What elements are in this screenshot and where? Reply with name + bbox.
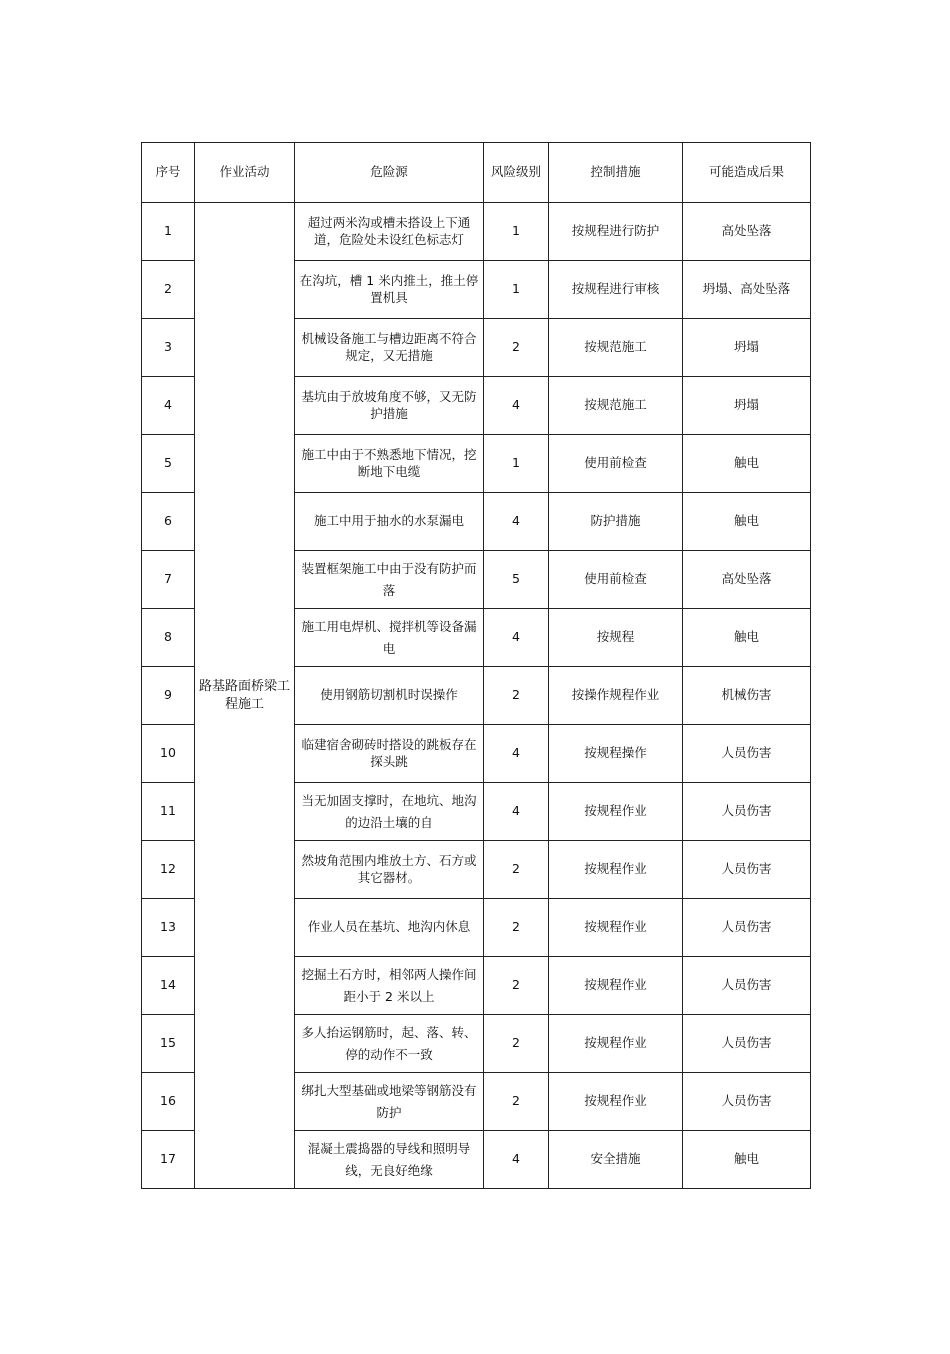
cell-consequence: 人员伤害 (683, 1073, 811, 1131)
cell-consequence: 高处坠落 (683, 203, 811, 261)
cell-consequence: 人员伤害 (683, 725, 811, 783)
cell-no: 7 (142, 551, 195, 609)
table-row (142, 203, 811, 261)
cell-no: 13 (142, 899, 195, 957)
cell-risk-level: 2 (484, 899, 549, 957)
header-consequence: 可能造成后果 (683, 143, 811, 203)
risk-assessment-table (141, 142, 811, 1189)
cell-consequence: 触电 (683, 493, 811, 551)
cell-control-measure: 按规程操作 (549, 725, 683, 783)
cell-control-measure: 按规程进行防护 (549, 203, 683, 261)
cell-no: 11 (142, 783, 195, 841)
cell-no: 4 (142, 377, 195, 435)
cell-consequence: 坍塌 (683, 377, 811, 435)
cell-no: 10 (142, 725, 195, 783)
cell-consequence: 人员伤害 (683, 1015, 811, 1073)
cell-control-measure: 按规程作业 (549, 1073, 683, 1131)
cell-risk-level: 4 (484, 725, 549, 783)
cell-no: 14 (142, 957, 195, 1015)
header-hazard: 危险源 (295, 143, 484, 203)
cell-control-measure: 按规程作业 (549, 783, 683, 841)
cell-consequence: 人员伤害 (683, 899, 811, 957)
cell-risk-level: 2 (484, 1015, 549, 1073)
cell-risk-level: 4 (484, 377, 549, 435)
cell-risk-level: 4 (484, 783, 549, 841)
cell-risk-level: 2 (484, 1073, 549, 1131)
cell-hazard: 施工中由于不熟悉地下情况，挖断地下电缆 (295, 435, 484, 493)
cell-no: 5 (142, 435, 195, 493)
header-row (142, 143, 811, 203)
cell-control-measure: 使用前检查 (549, 435, 683, 493)
cell-control-measure: 按规程作业 (549, 957, 683, 1015)
cell-consequence: 触电 (683, 1131, 811, 1189)
cell-risk-level: 2 (484, 667, 549, 725)
cell-control-measure: 按规程进行审核 (549, 261, 683, 319)
cell-hazard: 施工用电焊机、搅拌机等设备漏电 (295, 609, 484, 667)
cell-risk-level: 1 (484, 261, 549, 319)
cell-no: 2 (142, 261, 195, 319)
cell-activity: 路基路面桥梁工程施工 (195, 203, 295, 1189)
cell-control-measure: 安全措施 (549, 1131, 683, 1189)
cell-control-measure: 按规程 (549, 609, 683, 667)
cell-hazard: 在沟坑，槽 1 米内推土，推土停置机具 (295, 261, 484, 319)
cell-hazard: 临建宿舍砌砖时搭设的跳板存在探头跳 (295, 725, 484, 783)
cell-no: 8 (142, 609, 195, 667)
cell-risk-level: 2 (484, 957, 549, 1015)
cell-consequence: 触电 (683, 435, 811, 493)
cell-consequence: 坍塌 (683, 319, 811, 377)
cell-hazard: 作业人员在基坑、地沟内休息 (295, 899, 484, 957)
cell-hazard: 装置框架施工中由于没有防护而落 (295, 551, 484, 609)
cell-consequence: 触电 (683, 609, 811, 667)
cell-no: 16 (142, 1073, 195, 1131)
cell-consequence: 人员伤害 (683, 957, 811, 1015)
cell-no: 15 (142, 1015, 195, 1073)
cell-no: 1 (142, 203, 195, 261)
cell-control-measure: 按规程作业 (549, 899, 683, 957)
cell-control-measure: 按规程作业 (549, 841, 683, 899)
header-no: 序号 (142, 143, 195, 203)
cell-risk-level: 2 (484, 841, 549, 899)
cell-no: 9 (142, 667, 195, 725)
header-risk-level: 风险级别 (484, 143, 549, 203)
cell-hazard: 多人抬运钢筋时，起、落、转、停的动作不一致 (295, 1015, 484, 1073)
cell-risk-level: 5 (484, 551, 549, 609)
cell-consequence: 坍塌、高处坠落 (683, 261, 811, 319)
cell-consequence: 人员伤害 (683, 783, 811, 841)
cell-control-measure: 使用前检查 (549, 551, 683, 609)
cell-control-measure: 按操作规程作业 (549, 667, 683, 725)
cell-hazard: 施工中用于抽水的水泵漏电 (295, 493, 484, 551)
cell-no: 3 (142, 319, 195, 377)
cell-risk-level: 1 (484, 203, 549, 261)
header-control-measure: 控制措施 (549, 143, 683, 203)
cell-consequence: 人员伤害 (683, 841, 811, 899)
cell-hazard: 使用钢筋切割机时误操作 (295, 667, 484, 725)
cell-control-measure: 防护措施 (549, 493, 683, 551)
cell-risk-level: 2 (484, 319, 549, 377)
cell-hazard: 超过两米沟或槽未搭设上下通道，危险处未设红色标志灯 (295, 203, 484, 261)
cell-no: 12 (142, 841, 195, 899)
cell-control-measure: 按规程作业 (549, 1015, 683, 1073)
header-activity: 作业活动 (195, 143, 295, 203)
cell-risk-level: 1 (484, 435, 549, 493)
cell-no: 6 (142, 493, 195, 551)
cell-risk-level: 4 (484, 609, 549, 667)
cell-hazard: 基坑由于放坡角度不够，又无防护措施 (295, 377, 484, 435)
cell-risk-level: 4 (484, 1131, 549, 1189)
cell-control-measure: 按规范施工 (549, 377, 683, 435)
cell-hazard: 当无加固支撑时，在地坑、地沟的边沿土壤的自 (295, 783, 484, 841)
cell-hazard: 机械设备施工与槽边距离不符合规定，又无措施 (295, 319, 484, 377)
cell-control-measure: 按规范施工 (549, 319, 683, 377)
cell-consequence: 高处坠落 (683, 551, 811, 609)
cell-hazard: 然坡角范围内堆放土方、石方或其它器材。 (295, 841, 484, 899)
cell-hazard: 混凝土震捣器的导线和照明导线，无良好绝缘 (295, 1131, 484, 1189)
cell-hazard: 挖掘土石方时，相邻两人操作间距小于 2 米以上 (295, 957, 484, 1015)
cell-hazard: 绑扎大型基础或地梁等钢筋没有防护 (295, 1073, 484, 1131)
cell-no: 17 (142, 1131, 195, 1189)
cell-consequence: 机械伤害 (683, 667, 811, 725)
cell-risk-level: 4 (484, 493, 549, 551)
